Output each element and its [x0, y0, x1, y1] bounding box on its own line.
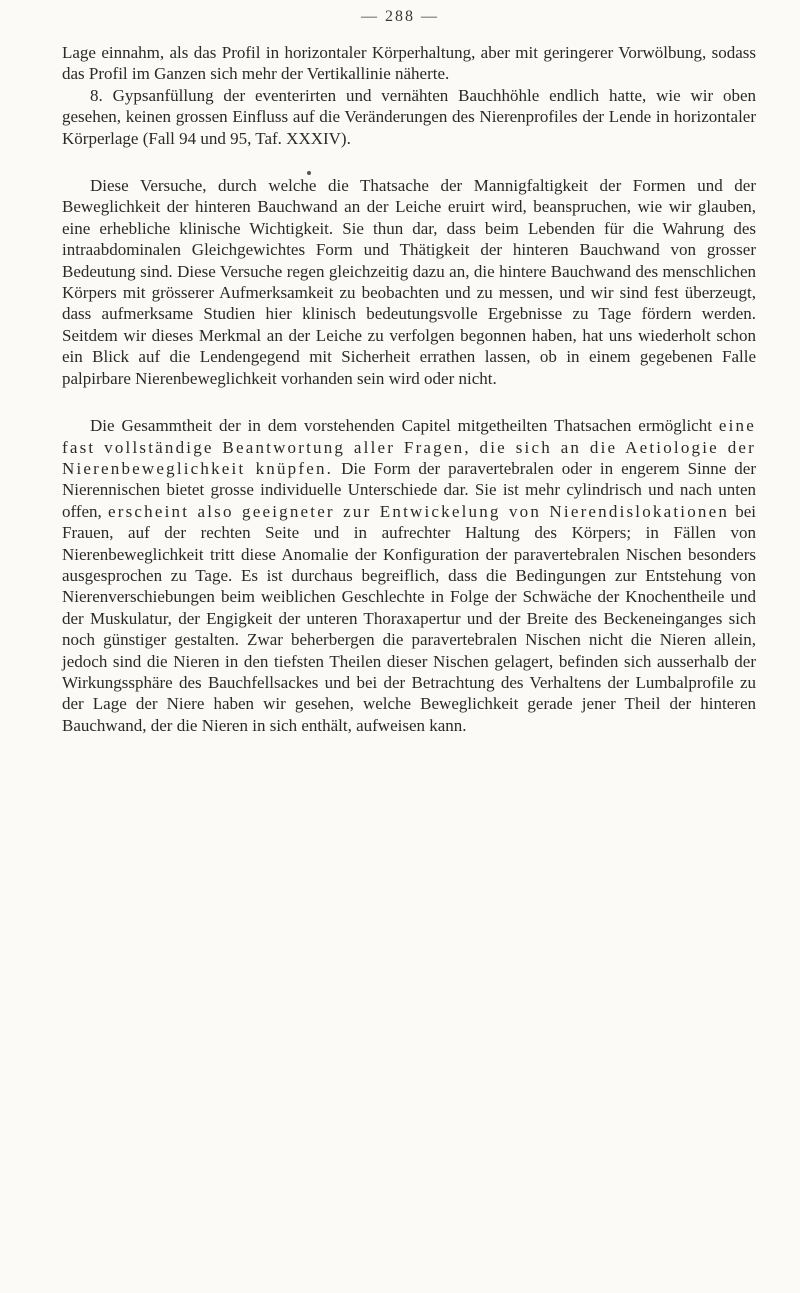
- paragraph-experiments: [62, 175, 756, 389]
- section-dot: [62, 159, 756, 169]
- page-number: — 288 —: [361, 8, 439, 25]
- emphasized-text: erscheint also geeigneter zur Entwickelung von Nierendislokationen: [107, 501, 730, 521]
- paragraph-text: 8. Gypsanfüllung der eventerirten und vernähten Bauchhöhle endlich hatte, wie wir oben gesehen, keinen grossen Einfluss auf die Veränderungen des Nierenprofiles der Lende in horizontaler Körperlage (Fall 94 und 95, Taf. XXXIV).: [62, 85, 756, 148]
- paragraph-text: Die Gesammtheit der in dem vorstehenden Capitel mitgetheilten Thatsachen ermöglicht: [90, 416, 719, 436]
- body-text: [62, 42, 756, 736]
- paragraph-conclusion: [62, 415, 756, 736]
- paragraph-item-8: [62, 85, 756, 149]
- paragraph-continuation: [62, 42, 756, 85]
- paragraph-text: Lage einnahm, als das Profil in horizontaler Körperhaltung, aber mit geringerer Vorwölbung, sodass das Profil im Ganzen sich mehr der Vertikallinie näherte.: [62, 43, 756, 84]
- paragraph-text: bei Frauen, auf der rechten Seite und in aufrechter Haltung des Körpers; in Fällen von Nierenbeweglichkeit tritt diese Anomalie der Konfiguration der paravertebralen Nischen besonders ausgesprochen zu Tage. Es ist durchaus begreiflich, dass die Bedingungen zur Entstehung von Nierenverschiebungen beim weiblichen Geschlechte in Folge der Schwäche der Knochentheile und der Muskulatur, der Engigkeit der unteren Thoraxapertur und der Breite des Beckeneinganges sich noch günstiger gestalten. Zwar beherbergen die paravertebralen Nischen nicht die Nieren allein, jedoch sind die Nieren in den tiefsten Theilen dieser Nischen gelagert, befinden sich ausserhalb der Wirkungssphäre des Bauchfellsackes und bei der Betrachtung des Verhaltens der Lumbalprofile zu der Lage der Niere haben wir gesehen, welche Beweglichkeit gerade jener Theil der hinteren Bauchwand, der die Nieren in sich enthält, aufweisen kann.: [62, 501, 756, 735]
- paragraph-text: Diese Versuche, durch welche die Thatsache der Mannigfaltigkeit der Formen und der Beweglichkeit der hinteren Bauchwand an der Leiche eruirt wird, beanspruchen, wie wir glauben, eine erhebliche klinische Wichtigkeit. Sie thun dar, dass beim Lebenden für die Wahrung des intraabdominalen Gleichgewichtes Form und Thätigkeit der hinteren Bauchwand von grosser Bedeutung sind. Diese Versuche regen gleichzeitig dazu an, die hintere Bauchwand des menschlichen Körpers mit grösserer Aufmerksamkeit zu beobachten und zu messen, und wir sind fest überzeugt, dass aufmerksame Studien hier klinisch bedeutungsvolle Ergebnisse zu Tage fördern werden. Seitdem wir dieses Merkmal an der Leiche zu verfolgen begonnen haben, hat uns wiederholt schon ein Blick auf die Lendengegend mit Sicherheit errathen lassen, ob in einem gegebenen Falle palpirbare Nierenbeweglichkeit vorhanden sein wird oder nicht.: [62, 176, 756, 388]
- emphasized-text: eine fast vollständige Beantwortung aller Fragen, die sich an die Aetiologie der Nierenbeweglichkeit knüpfen.: [62, 416, 756, 478]
- paragraph-text: Die Form der paravertebralen oder in engerem Sinne der Nierennischen bietet grosse individuelle Unterschiede dar. Sie ist mehr cylindrisch und nach unten offen,: [62, 458, 756, 521]
